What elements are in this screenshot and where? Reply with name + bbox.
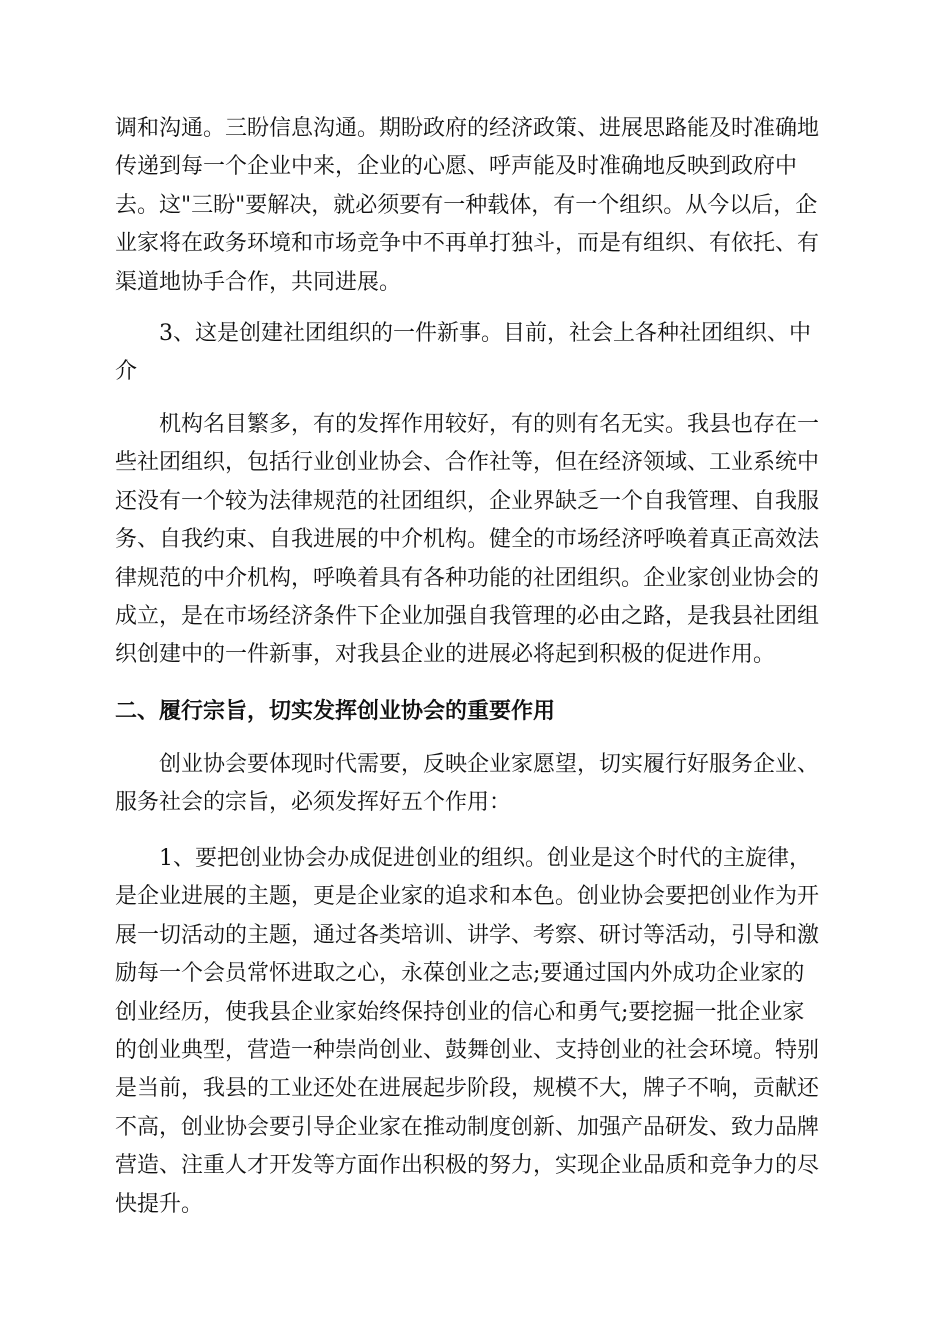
text-line: 渠道地协手合作，共同进展。 bbox=[115, 269, 402, 295]
text-line: 些社团组织，包括行业创业协会、合作社等，但在经济领域、工业系统中 bbox=[115, 450, 820, 476]
text-line: 1、要把创业协会办成促进创业的组织。创业是这个时代的主旋律， bbox=[115, 846, 811, 871]
text-line: 展一切活动的主题，通过各类培训、讲学、考察、研讨等活动，引导和激 bbox=[115, 922, 820, 948]
text-line: 快提升。 bbox=[115, 1191, 204, 1217]
text-line: 创业协会要体现时代需要，反映企业家愿望，切实履行好服务企业、 bbox=[115, 752, 820, 777]
text-line: 不高，创业协会要引导企业家在推动制度创新、加强产品研发、致力品牌 bbox=[115, 1114, 820, 1140]
text-line: 介 bbox=[115, 359, 138, 385]
text-line: 去。这"三盼"要解决，就必须要有一种载体，有一个组织。从今以后，企 bbox=[115, 192, 818, 218]
text-line: 营造、注重人才开发等方面作出积极的努力，实现企业品质和竞争力的尽 bbox=[115, 1153, 820, 1179]
paragraph-p1 bbox=[115, 110, 835, 302]
text-line: 3、这是创建社团组织的一件新事。目前，社会上各种社团组织、中 bbox=[115, 321, 811, 346]
paragraph-p3 bbox=[115, 406, 835, 675]
text-line: 传递到每一个企业中来，企业的心愿、呼声能及时准确地反映到政府中 bbox=[115, 154, 798, 180]
paragraph-p4 bbox=[115, 746, 835, 823]
text-line: 是企业进展的主题，更是企业家的追求和本色。创业协会要把创业作为开 bbox=[115, 884, 820, 910]
text-line: 成立，是在市场经济条件下企业加强自我管理的必由之路，是我县社团组 bbox=[115, 603, 820, 629]
paragraph-p5 bbox=[115, 840, 835, 1224]
text-line: 的创业典型，营造一种崇尚创业、鼓舞创业、支持创业的社会环境。特别 bbox=[115, 1037, 820, 1063]
text-line: 织创建中的一件新事，对我县企业的进展必将起到积极的促进作用。 bbox=[115, 642, 776, 668]
text-line: 是当前，我县的工业还处在进展起步阶段，规模不大，牌子不响，贡献还 bbox=[115, 1076, 820, 1102]
text-line: 调和沟通。三盼信息沟通。期盼政府的经济政策、进展思路能及时准确地 bbox=[115, 116, 820, 141]
text-line: 励每一个会员常怀进取之心，永葆创业之志;要通过国内外成功企业家的 bbox=[115, 961, 805, 987]
text-line: 机构名目繁多，有的发挥作用较好，有的则有名无实。我县也存在一 bbox=[115, 412, 820, 437]
text-line: 务、自我约束、自我进展的中介机构。健全的市场经济呼唤着真正高效法 bbox=[115, 527, 820, 553]
text-line: 业家将在政务环境和市场竞争中不再单打独斗，而是有组织、有依托、有 bbox=[115, 231, 820, 257]
text-line: 创业经历，使我县企业家始终保持创业的信心和勇气;要挖掘一批企业家 bbox=[115, 999, 805, 1025]
section-heading: 二、履行宗旨，切实发挥创业协会的重要作用 bbox=[115, 699, 556, 724]
paragraph-p2 bbox=[115, 315, 835, 392]
text-line: 律规范的中介机构，呼唤着具有各种功能的社团组织。企业家创业协会的 bbox=[115, 565, 820, 591]
text-line: 还没有一个较为法律规范的社团组织，企业界缺乏一个自我管理、自我服 bbox=[115, 488, 820, 514]
text-line: 服务社会的宗旨，必须发挥好五个作用： bbox=[115, 790, 512, 816]
